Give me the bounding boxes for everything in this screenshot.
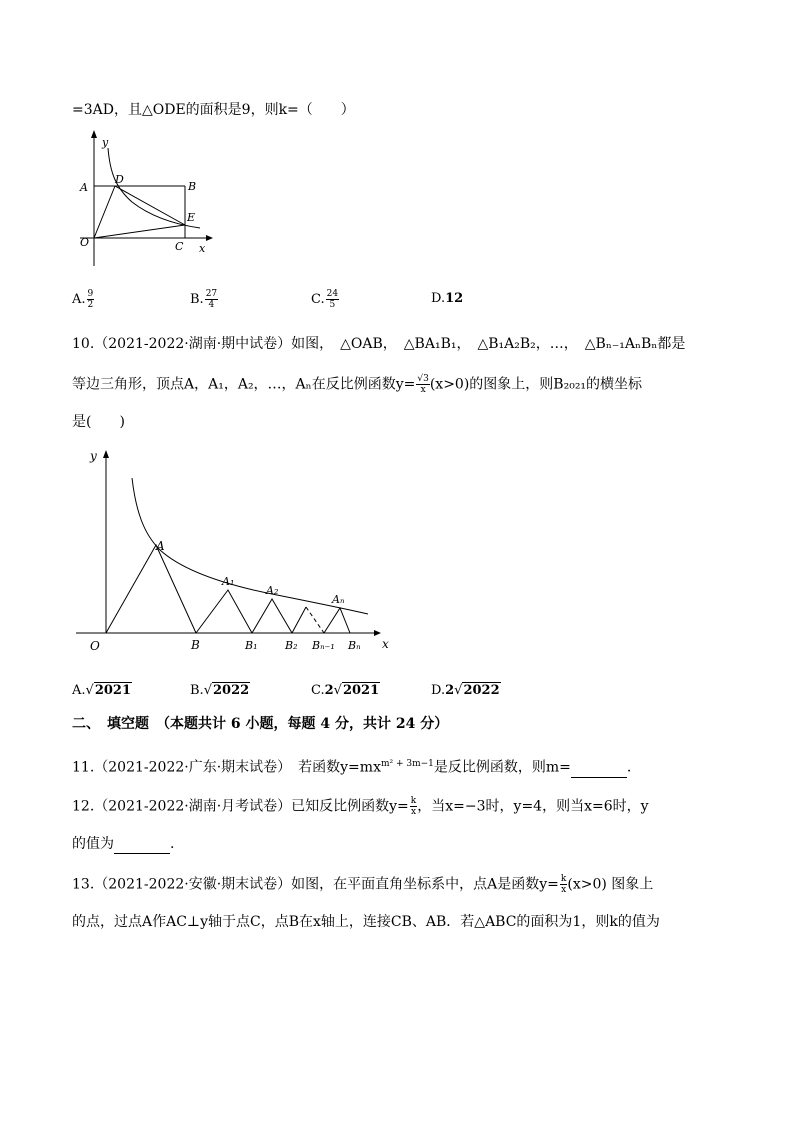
q9-od [94,186,115,238]
q10-label-b1: B₁ [245,639,258,652]
q13-line2: 的点，过点A作AC⊥y轴于点C，点B在x轴上，连接CB、AB．若△ABC的面积为1，则k的值为 [72,914,660,930]
q10-label-bn: Bₙ [348,639,361,652]
q10-option-a[interactable]: A.√2021 [72,683,132,698]
q10-label-a1: A₁ [222,575,235,588]
q9-label-y: y [102,136,109,149]
q10-b2-side [292,607,306,633]
q10-triangle-bn [324,608,350,633]
q9-figure [72,128,222,270]
q9-option-d[interactable]: D.12 [431,291,464,306]
q10-label-b2: B₂ [285,639,298,652]
q9-option-c[interactable]: C. $\frac{24}{5}$ [311,289,339,310]
q10-option-b[interactable]: B.√2022 [190,683,250,698]
q10-label-an: Aₙ [332,593,345,606]
q10-label-y: y [90,449,97,463]
q9-label-o: O [80,236,90,249]
q9-oe [94,225,185,238]
q10-option-c[interactable]: C.2√2021 [311,683,380,698]
q9-label-a: A [80,181,88,194]
q12-line2: 的值为 . [72,836,175,852]
q9-text: =3AD，且△ODE的面积是9，则k=（ ） [72,102,355,118]
section-title: 二、 填空题 （本题共计 6 小题，每题 4 分，共计 24 分） [72,716,449,732]
q9-option-b[interactable]: B. $\frac{27}{4}$ [190,289,218,310]
q10-option-d[interactable]: D.2√2022 [431,683,500,698]
q10-triangle-b1a2b2 [252,599,292,633]
q9-option-a[interactable]: A. $\frac{9}{2}$ [72,289,94,310]
q9-de [115,186,185,225]
q10-triangle-oab [106,545,196,633]
q10-line3: 是( ) [72,414,125,430]
q10-line1: 10.（2021-2022·湖南·期中试卷）如图， △OAB， △BA₁B₁， △B₁A₂B₂，…， △Bₙ₋₁AₙBₙ都是 [72,336,686,352]
q10-label-x: x [382,637,389,651]
q11-answer-blank[interactable] [571,763,627,778]
q10-label-bn1: Bₙ₋₁ [312,639,335,652]
q9-x-arrow [206,235,213,241]
q9-label-c: C [175,240,184,253]
q12-answer-blank[interactable] [114,839,170,854]
q10-label-a2: A₂ [266,584,279,597]
q9-label-b: B [188,180,197,193]
q10-figure [72,442,402,664]
q10-label-a: A [156,539,165,553]
q10-y-arrow [103,450,109,458]
q13-line1: 13.（2021-2022·安徽·期末试卷）如图，在平面直角坐标系中，点A是函数y= $\frac{k}{x}$ (x>0) 图象上 [72,874,654,895]
q10-dashed [306,607,324,633]
q9-label-x: x [199,242,206,255]
q9-label-e: E [187,211,196,224]
q12-line1: 12.（2021-2022·湖南·月考试卷）已知反比例函数y= $\frac{k}{x}$ ，当x=−3时，y=4，则当x=6时，y [72,796,649,817]
q9-y-arrow [91,130,97,138]
q9-label-d: D [115,173,124,186]
q11-text: 11.（2021-2022·广东·期末试卷） 若函数$y=mx^{m^2 + 3m-1}$是反比例函数，则m= . [72,759,632,776]
q10-x-arrow [374,630,381,636]
q10-triangle-ba1b1 [196,590,252,633]
q10-label-o: O [90,639,100,653]
q10-label-b: B [191,638,200,652]
q10-line2: 等边三角形，顶点A，A₁，A₂，…，Aₙ在反比例函数y= $\frac{√3}{x}$ (x>0)的图象上，则B₂₀₂₁的横坐标 [72,374,643,395]
